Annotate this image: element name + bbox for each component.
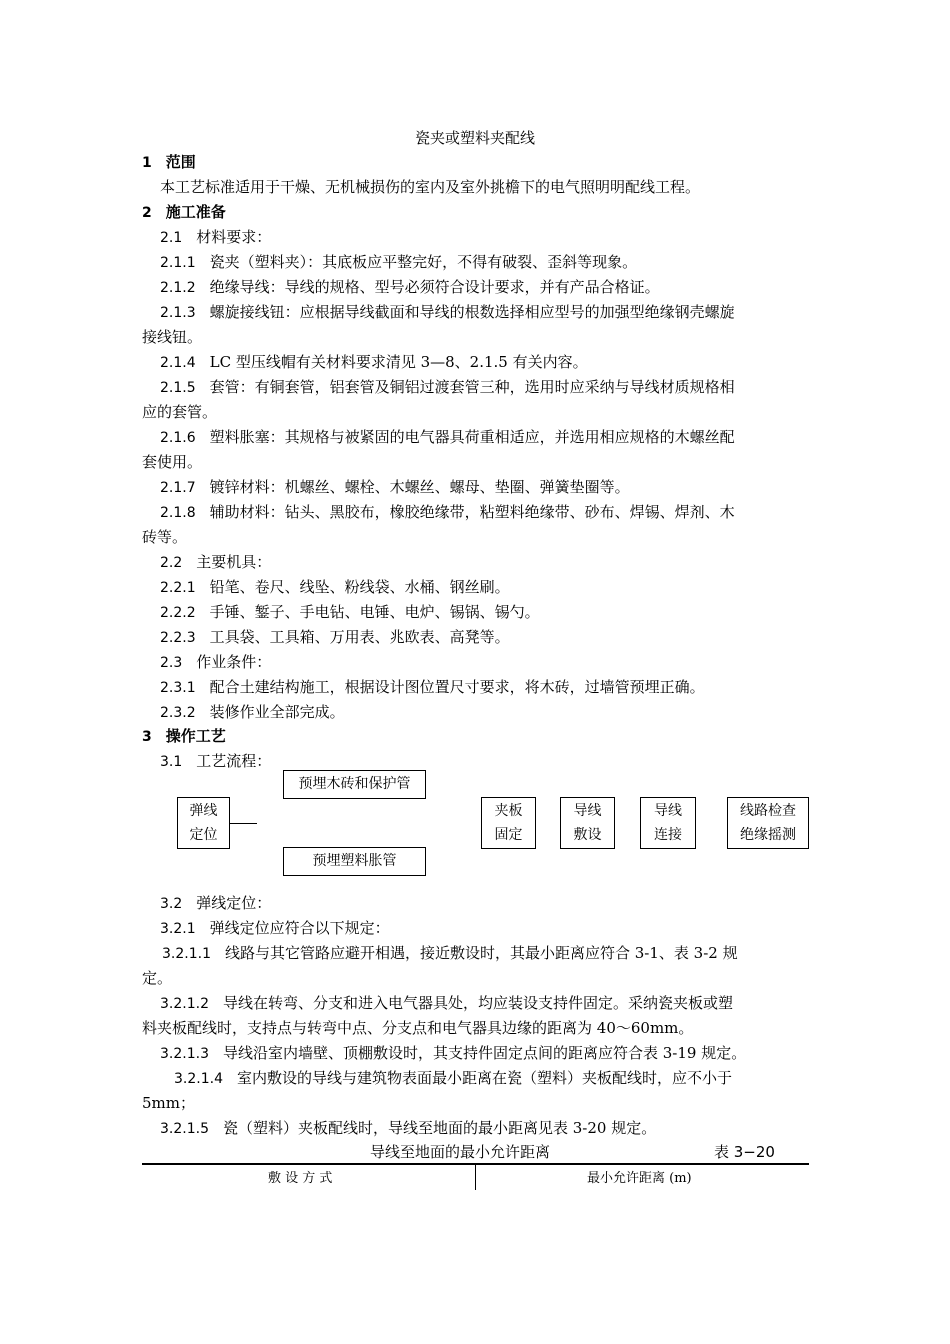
clause-number: 3.1: [160, 754, 183, 770]
line-text: 操作工艺: [165, 727, 226, 745]
clause-number: 3.2.1.5: [160, 1121, 209, 1137]
paragraph-line: [160, 918, 390, 939]
line-text: 瓷夹（塑料夹）：其底板应平整完好，不得有破裂、歪斜等现象。: [209, 253, 638, 271]
line-text: 砖等。: [142, 528, 188, 546]
line-text: 线路与其它管路应避开相遇，接近敷设时，其最小距离应符合 3-1、表 3-2 规: [224, 944, 738, 962]
line-text: 本工艺标准适用于干燥、无机械损伤的室内及室外挑檐下的电气照明明配线工程。: [160, 178, 701, 196]
flow-connector: [230, 823, 257, 824]
line-text: LC 型压线帽有关材料要求清见 3—8、2.1.5 有关内容。: [209, 353, 588, 371]
line-text: 作业条件：: [196, 653, 272, 671]
paragraph-line: [160, 227, 271, 248]
paragraph-line: [142, 327, 202, 347]
clause-number: 2.1.7: [160, 480, 196, 496]
line-text: 配合土建结构施工，根据设计图位置尺寸要求，将木砖，过墙管预埋正确。: [209, 678, 705, 696]
clause-number: 3.2.1.3: [160, 1046, 209, 1062]
clause-number: 2.1.3: [160, 305, 196, 321]
line-text: 塑料胀塞：其规格与被紧固的电气器具荷重相适应，并选用相应规格的木螺丝配: [209, 428, 735, 446]
line-text: 瓷（塑料）夹板配线时，导线至地面的最小距离见表 3-20 规定。: [222, 1119, 657, 1137]
line-text: 辅助材料：钻头、黑胶布，橡胶绝缘带，粘塑料绝缘带、砂布、焊锡、焊剂、木: [209, 503, 735, 521]
line-text: 铅笔、卷尺、线坠、粉线袋、水桶、钢丝刷。: [209, 578, 510, 596]
clause-number: 3.2.1.2: [160, 996, 209, 1012]
paragraph-line: [160, 377, 735, 398]
clause-number: 2.2.1: [160, 580, 196, 596]
line-text: 工具袋、工具箱、万用表、兆欧表、高凳等。: [209, 628, 510, 646]
line-text: 弹线定位：: [196, 894, 272, 912]
clause-number: 2.2.3: [160, 630, 196, 646]
flow-box-wire-laying: 导线 敷设: [560, 797, 615, 849]
line-text: 弹线定位应符合以下规定：: [209, 919, 390, 937]
line-text: 材料要求：: [196, 228, 272, 246]
line-text: 套管：有铜套管，铝套管及铜铝过渡套管三种，选用时应采纳与导线材质规格相: [209, 378, 735, 396]
line-text: 工艺流程：: [196, 752, 272, 770]
paragraph-line: [160, 302, 735, 323]
paragraph-line: [160, 652, 271, 673]
clause-number: 2.1.6: [160, 430, 196, 446]
clause-number: 2.2.2: [160, 605, 196, 621]
clause-number: 2: [142, 205, 152, 221]
paragraph-line: [160, 552, 271, 573]
paragraph-line: [160, 1118, 656, 1139]
paragraph-line: [142, 402, 217, 422]
line-text: 手锤、錾子、手电钻、电锤、电炉、锡锅、锡勺。: [209, 603, 540, 621]
paragraph-line: [142, 1093, 195, 1113]
line-text: 装修作业全部完成。: [209, 703, 345, 721]
line-text: 施工准备: [165, 203, 226, 221]
paragraph-line: [160, 502, 735, 523]
clause-number: 2.1.4: [160, 355, 196, 371]
section-heading: [142, 726, 226, 747]
clause-number: 3.2.1.4: [174, 1071, 223, 1087]
line-text: 镀锌材料：机螺丝、螺栓、木螺丝、螺母、垫圈、弹簧垫圈等。: [209, 478, 630, 496]
line-text: 导线在转弯、分支和进入电气器具处，均应装设支持件固定。采纳瓷夹板或塑: [222, 994, 733, 1012]
paragraph-line: [162, 943, 738, 964]
paragraph-line: [142, 527, 187, 547]
flow-box-embed-plastic-anchor: 预埋塑料胀管: [283, 847, 426, 876]
line-text: 螺旋接线钮：应根据导线截面和导线的根数选择相应型号的加强型绝缘钢壳螺旋: [209, 303, 735, 321]
paragraph-line: [160, 627, 510, 648]
line-text: 室内敷设的导线与建筑物表面最小距离在瓷（塑料）夹板配线时，应不小于: [236, 1069, 732, 1087]
clause-number: 3.2.1.1: [162, 946, 211, 962]
line-text: 范围: [165, 153, 196, 171]
clause-number: 2.3.2: [160, 705, 196, 721]
paragraph-line: [160, 893, 271, 914]
clause-number: 1: [142, 155, 152, 171]
line-text: 主要机具：: [196, 553, 272, 571]
clause-number: 2.1.8: [160, 505, 196, 521]
table-title: 导线至地面的最小允许距离: [370, 1143, 551, 1161]
table-column-divider: [475, 1165, 476, 1190]
paragraph-line: [160, 751, 271, 772]
line-text: 料夹板配线时，支持点与转弯中点、分支点和电气器具边缘的距离为 40～60mm。: [142, 1019, 694, 1037]
line-text: 定。: [142, 969, 173, 987]
line-text: 绝缘导线：导线的规格、型号必须符合设计要求，并有产品合格证。: [209, 278, 660, 296]
line-text: 套使用。: [142, 453, 203, 471]
paragraph-line: [160, 993, 733, 1014]
flow-box-snap-line: 弹线 定位: [177, 797, 230, 849]
paragraph-line: [160, 177, 700, 197]
paragraph-line: [160, 352, 588, 373]
paragraph-line: [142, 452, 202, 472]
section-heading: [142, 202, 226, 223]
clause-number: 3: [142, 729, 152, 745]
clause-number: 2.1.5: [160, 380, 196, 396]
paragraph-line: [160, 252, 637, 273]
paragraph-line: [160, 677, 705, 698]
document-title: 瓷夹或塑料夹配线: [414, 129, 535, 147]
paragraph-line: [160, 427, 735, 448]
table-header-distance: 最小允许距离 (m): [587, 1171, 692, 1186]
clause-number: 2.2: [160, 555, 183, 571]
clause-number: 2.3: [160, 655, 183, 671]
section-heading: [142, 152, 196, 173]
clause-number: 3.2: [160, 896, 183, 912]
line-text: 应的套管。: [142, 403, 218, 421]
paragraph-line: [160, 477, 630, 498]
clause-number: 2.3.1: [160, 680, 196, 696]
line-text: 接线钮。: [142, 328, 203, 346]
clause-number: 3.2.1: [160, 921, 196, 937]
paragraph-line: [160, 702, 345, 723]
paragraph-line: [174, 1068, 732, 1089]
paragraph-line: [160, 277, 660, 298]
paragraph-line: [160, 577, 510, 598]
paragraph-line: [160, 602, 540, 623]
flow-box-clamp-fix: 夹板 固定: [481, 797, 536, 849]
line-text: 5mm；: [142, 1094, 195, 1112]
clause-number: 2.1.2: [160, 280, 196, 296]
table-number: 表 3−20: [714, 1143, 775, 1161]
flow-box-wire-connection: 导线 连接: [640, 797, 696, 849]
flow-box-embed-wood-brick: 预埋木砖和保护管: [283, 770, 426, 799]
clause-number: 2.1: [160, 230, 183, 246]
paragraph-line: [160, 1043, 746, 1064]
flow-box-line-inspection: 线路检查 绝缘摇测: [727, 797, 809, 849]
table-header-method: 敷 设 方 式: [268, 1171, 333, 1186]
paragraph-line: [142, 1018, 693, 1038]
line-text: 导线沿室内墙壁、顶棚敷设时，其支持件固定点间的距离应符合表 3-19 规定。: [222, 1044, 747, 1062]
paragraph-line: [142, 968, 172, 988]
clause-number: 2.1.1: [160, 255, 196, 271]
